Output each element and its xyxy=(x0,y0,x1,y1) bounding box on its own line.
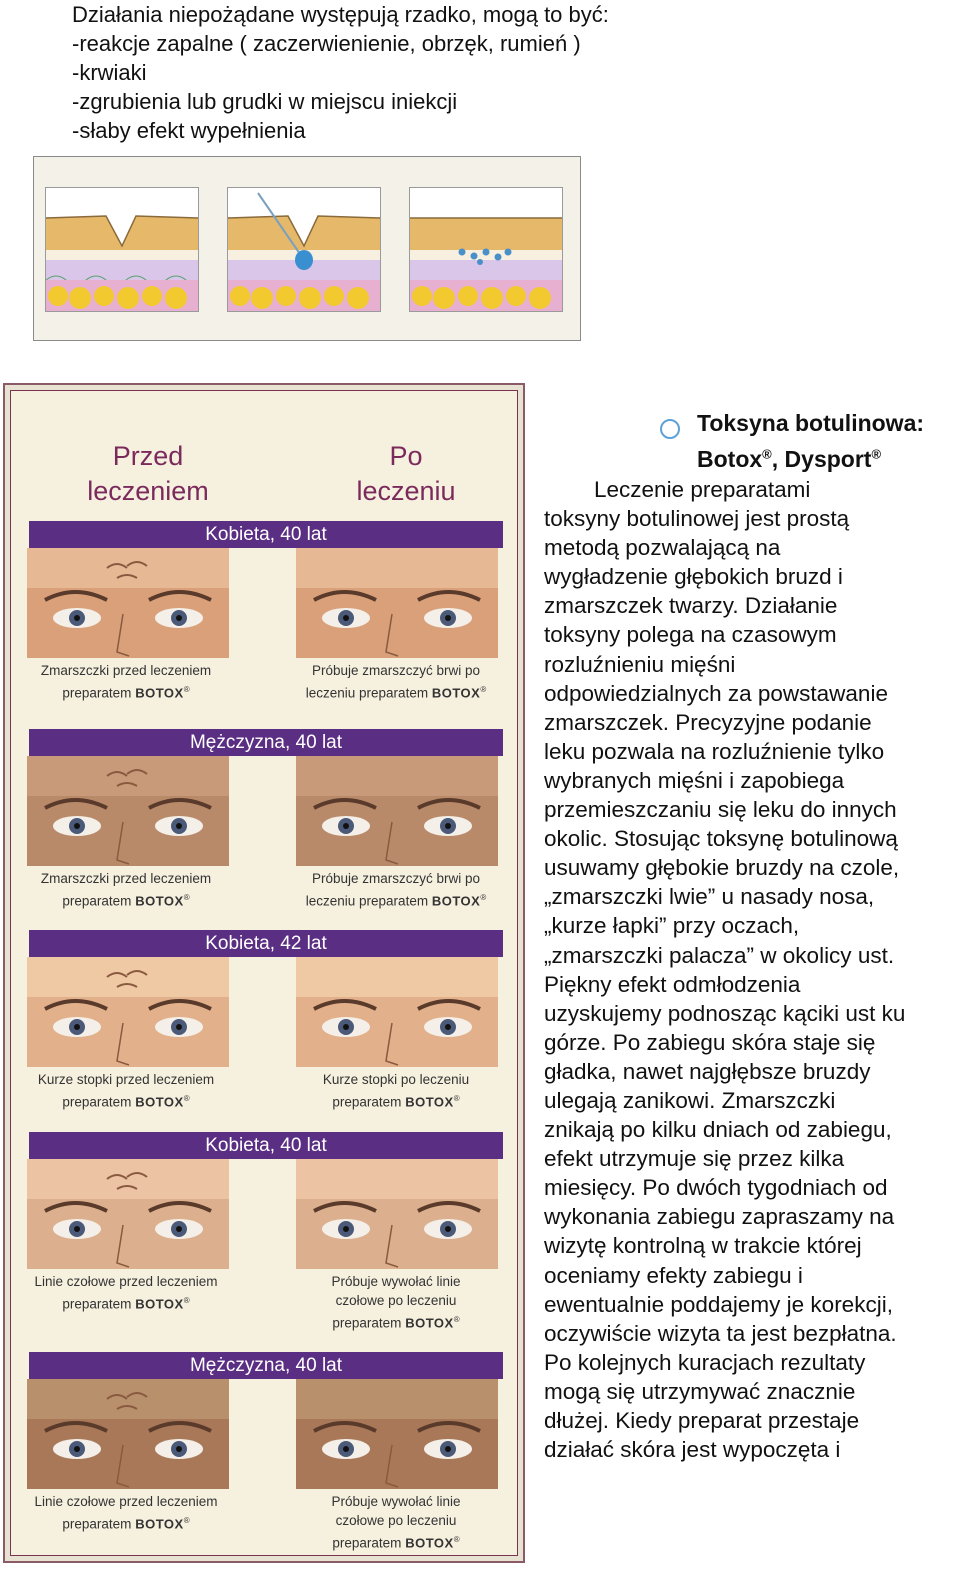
body-text-line: „zmarszczki palacza” w okolicy ust. xyxy=(544,942,895,968)
caption-text: preparatem xyxy=(62,893,132,909)
botox-brand: BOTOX xyxy=(135,1094,184,1110)
patient-band: Kobieta, 42 lat xyxy=(29,930,503,957)
caption-line xyxy=(281,1089,511,1112)
registered-mark: ® xyxy=(183,685,190,694)
botox-before-after-poster xyxy=(3,383,525,1563)
caption-text: Zmarszczki przed leczeniem xyxy=(40,663,212,678)
caption-line xyxy=(281,680,511,703)
body-text-line: toksyny polega na czasowym xyxy=(544,622,837,648)
after-photo xyxy=(296,957,498,1067)
body-text-line: ewentualnie poddajemy je korekcji, xyxy=(544,1291,893,1317)
caption-text: leczeniu preparatem xyxy=(305,893,429,909)
body-text-line: dłużej. Kiedy preparat przestaje xyxy=(544,1408,860,1433)
after-photo xyxy=(296,1159,498,1269)
body-text-line: usuwamy głębokie bruzdy na czole, xyxy=(544,855,900,881)
after-title-line: leczeniu xyxy=(356,476,456,506)
body-text-line: znikają po kilku dniach od zabiegu, xyxy=(544,1117,892,1143)
caption-text: preparatem xyxy=(62,1094,132,1110)
after-photo xyxy=(296,1379,498,1489)
photo-caption xyxy=(11,869,241,911)
caption-text: Próbuje zmarszczyć brwi po xyxy=(311,663,481,678)
caption-text: Zmarszczki przed leczeniem xyxy=(40,871,212,886)
registered-mark: ® xyxy=(871,446,882,462)
caption-line xyxy=(281,661,511,680)
registered-mark: ® xyxy=(762,446,772,462)
caption-text: Linie czołowe przed leczeniem xyxy=(34,1494,218,1509)
caption-line xyxy=(281,1272,511,1291)
caption-text: czołowe po leczeniu xyxy=(335,1513,457,1528)
registered-mark: ® xyxy=(453,1315,460,1324)
caption-line xyxy=(11,1492,241,1511)
photo-caption xyxy=(281,1492,511,1553)
skin-injection-illustration xyxy=(227,187,381,312)
registered-mark: ® xyxy=(183,893,190,902)
caption-text: Linie czołowe przed leczeniem xyxy=(34,1274,218,1289)
body-text-line: metodą pozwalającą na xyxy=(544,535,781,561)
side-effect-item: -krwiaki xyxy=(72,60,147,85)
caption-text: preparatem xyxy=(62,1516,132,1532)
before-photo xyxy=(27,548,229,658)
body-text-line: wizytę kontrolną w trakcie której xyxy=(544,1233,862,1259)
patient-band: Mężczyzna, 40 lat xyxy=(29,729,503,756)
botox-brand: BOTOX xyxy=(135,1516,184,1532)
skin-filled-illustration xyxy=(409,187,563,312)
skin-wrinkle-illustration xyxy=(45,187,199,312)
botox-label: Botox xyxy=(697,446,763,472)
patient-band: Mężczyzna, 40 lat xyxy=(29,1352,503,1379)
bullet-icon xyxy=(660,419,680,439)
side-effects-heading: Działania niepożądane występują rzadko, mogą to być: xyxy=(72,2,609,27)
caption-line xyxy=(281,869,511,888)
photo-caption xyxy=(11,661,241,703)
caption-line xyxy=(11,680,241,703)
caption-text: preparatem xyxy=(62,685,132,701)
after-title xyxy=(316,439,496,509)
before-photo xyxy=(27,957,229,1067)
photo-caption xyxy=(11,1272,241,1314)
section-subheading xyxy=(697,446,881,473)
caption-line xyxy=(11,661,241,680)
after-photo xyxy=(296,548,498,658)
registered-mark: ® xyxy=(453,1094,460,1103)
caption-line xyxy=(11,1291,241,1314)
body-text-line: zmarszczek. Precyzyjne podanie xyxy=(544,709,872,735)
body-text-line: przemieszczaniu się leku do innych xyxy=(544,797,897,823)
body-text-line: toksyny botulinowej jest prostą xyxy=(544,506,850,532)
section-heading: Toksyna botulinowa: xyxy=(697,410,925,436)
body-text-line: wybranych mięśni i zapobiega xyxy=(544,767,845,793)
botox-brand: BOTOX xyxy=(431,893,481,909)
body-text-line: wykonania zabiegu zapraszamy na xyxy=(544,1204,895,1230)
body-text-line: gładka, nawet najgłębsze bruzdy xyxy=(544,1058,871,1084)
after-photo xyxy=(296,756,498,866)
body-text-line: mogą się utrzymywać znacznie xyxy=(544,1378,856,1404)
section-body xyxy=(544,475,960,1464)
botox-brand: BOTOX xyxy=(431,685,481,701)
body-text-line: miesięcy. Po dwóch tygodniach od xyxy=(544,1175,888,1201)
caption-line xyxy=(281,1070,511,1089)
registered-mark: ® xyxy=(480,685,487,694)
caption-line xyxy=(11,1070,241,1089)
botox-brand: BOTOX xyxy=(405,1315,454,1331)
registered-mark: ® xyxy=(183,1094,190,1103)
photo-caption xyxy=(281,869,511,911)
before-photo xyxy=(27,756,229,866)
photo-caption xyxy=(281,1070,511,1112)
before-title-line: Przed xyxy=(112,441,184,471)
photo-caption xyxy=(11,1492,241,1534)
registered-mark: ® xyxy=(480,893,487,902)
caption-text: preparatem xyxy=(332,1315,402,1331)
side-effect-item: -reakcje zapalne ( zaczerwienienie, obrzęk, rumień ) xyxy=(72,31,581,56)
skin-filler-diagram xyxy=(33,156,581,341)
body-text-line: „kurze łapki” przy oczach, xyxy=(544,913,800,939)
before-photo xyxy=(27,1379,229,1489)
before-photo xyxy=(27,1159,229,1269)
caption-line xyxy=(281,1310,511,1333)
caption-line xyxy=(281,888,511,911)
body-text-line: odpowiedzialnych za powstawanie xyxy=(544,680,888,706)
body-text-line: działać skóra jest wypoczęta i xyxy=(544,1437,841,1463)
before-title xyxy=(68,439,228,509)
side-effect-item: -zgrubienia lub grudki w miejscu iniekcji xyxy=(72,89,458,114)
body-text-line: wygładzenie głębokich bruzd i xyxy=(544,564,843,590)
photo-caption xyxy=(11,1070,241,1112)
registered-mark: ® xyxy=(183,1516,190,1525)
caption-line xyxy=(281,1492,511,1511)
body-text-line: oceniamy efekty zabiegu i xyxy=(544,1262,803,1288)
caption-text: Próbuje wywołać linie xyxy=(331,1494,461,1509)
photo-caption xyxy=(281,1272,511,1333)
caption-text: preparatem xyxy=(332,1094,402,1110)
body-text-line: zmarszczek twarzy. Działanie xyxy=(544,593,838,619)
dysport-label: , Dysport xyxy=(771,446,872,472)
caption-text: leczeniu preparatem xyxy=(305,685,429,701)
patient-band: Kobieta, 40 lat xyxy=(29,1132,503,1159)
caption-line xyxy=(281,1511,511,1530)
botox-brand: BOTOX xyxy=(405,1535,454,1551)
body-text-line: Piękny efekt odmłodzenia xyxy=(544,971,801,997)
after-title-line: Po xyxy=(389,441,423,471)
caption-line xyxy=(11,1272,241,1291)
caption-text: Kurze stopki przed leczeniem xyxy=(37,1072,215,1087)
caption-line xyxy=(11,888,241,911)
side-effects-list xyxy=(72,0,772,145)
patient-band: Kobieta, 40 lat xyxy=(29,521,503,548)
caption-line xyxy=(281,1530,511,1553)
caption-text: Kurze stopki po leczeniu xyxy=(322,1072,470,1087)
before-title-line: leczeniem xyxy=(87,476,209,506)
caption-line xyxy=(11,869,241,888)
caption-text: czołowe po leczeniu xyxy=(335,1293,457,1308)
botox-brand: BOTOX xyxy=(135,893,184,909)
photo-caption xyxy=(281,661,511,703)
registered-mark: ® xyxy=(453,1535,460,1544)
body-text-line: oczywiście wizyta ta jest bezpłatna. xyxy=(544,1320,897,1346)
caption-line xyxy=(281,1291,511,1310)
botox-brand: BOTOX xyxy=(135,685,184,701)
body-text-line: rozluźnieniu mięśni xyxy=(544,651,736,677)
caption-text: Próbuje wywołać linie xyxy=(331,1274,461,1289)
body-text-line: leku pozwala na rozluźnienie tylko xyxy=(544,738,885,764)
caption-line xyxy=(11,1511,241,1534)
botox-brand: BOTOX xyxy=(135,1296,184,1312)
body-text-line: Leczenie preparatami xyxy=(544,477,811,502)
body-text-line: Po kolejnych kuracjach rezultaty xyxy=(544,1349,866,1375)
caption-text: preparatem xyxy=(62,1296,132,1312)
side-effect-item: -słaby efekt wypełnienia xyxy=(72,118,306,143)
caption-text: Próbuje zmarszczyć brwi po xyxy=(311,871,481,886)
caption-text: preparatem xyxy=(332,1535,402,1551)
body-text-line: uzyskujemy podnosząc kąciki ust ku xyxy=(544,1000,906,1026)
body-text-line: „zmarszczki lwie” u nasady nosa, xyxy=(544,884,875,910)
body-text-line: górze. Po zabiegu skóra staje się xyxy=(544,1029,876,1055)
caption-line xyxy=(11,1089,241,1112)
body-text-line: efekt utrzymuje się przez kilka xyxy=(544,1146,845,1172)
botox-brand: BOTOX xyxy=(405,1094,454,1110)
body-text-line: okolic. Stosując toksynę botulinową xyxy=(544,826,898,852)
registered-mark: ® xyxy=(183,1296,190,1305)
body-text-line: ulegają zanikowi. Zmarszczki xyxy=(544,1087,836,1113)
